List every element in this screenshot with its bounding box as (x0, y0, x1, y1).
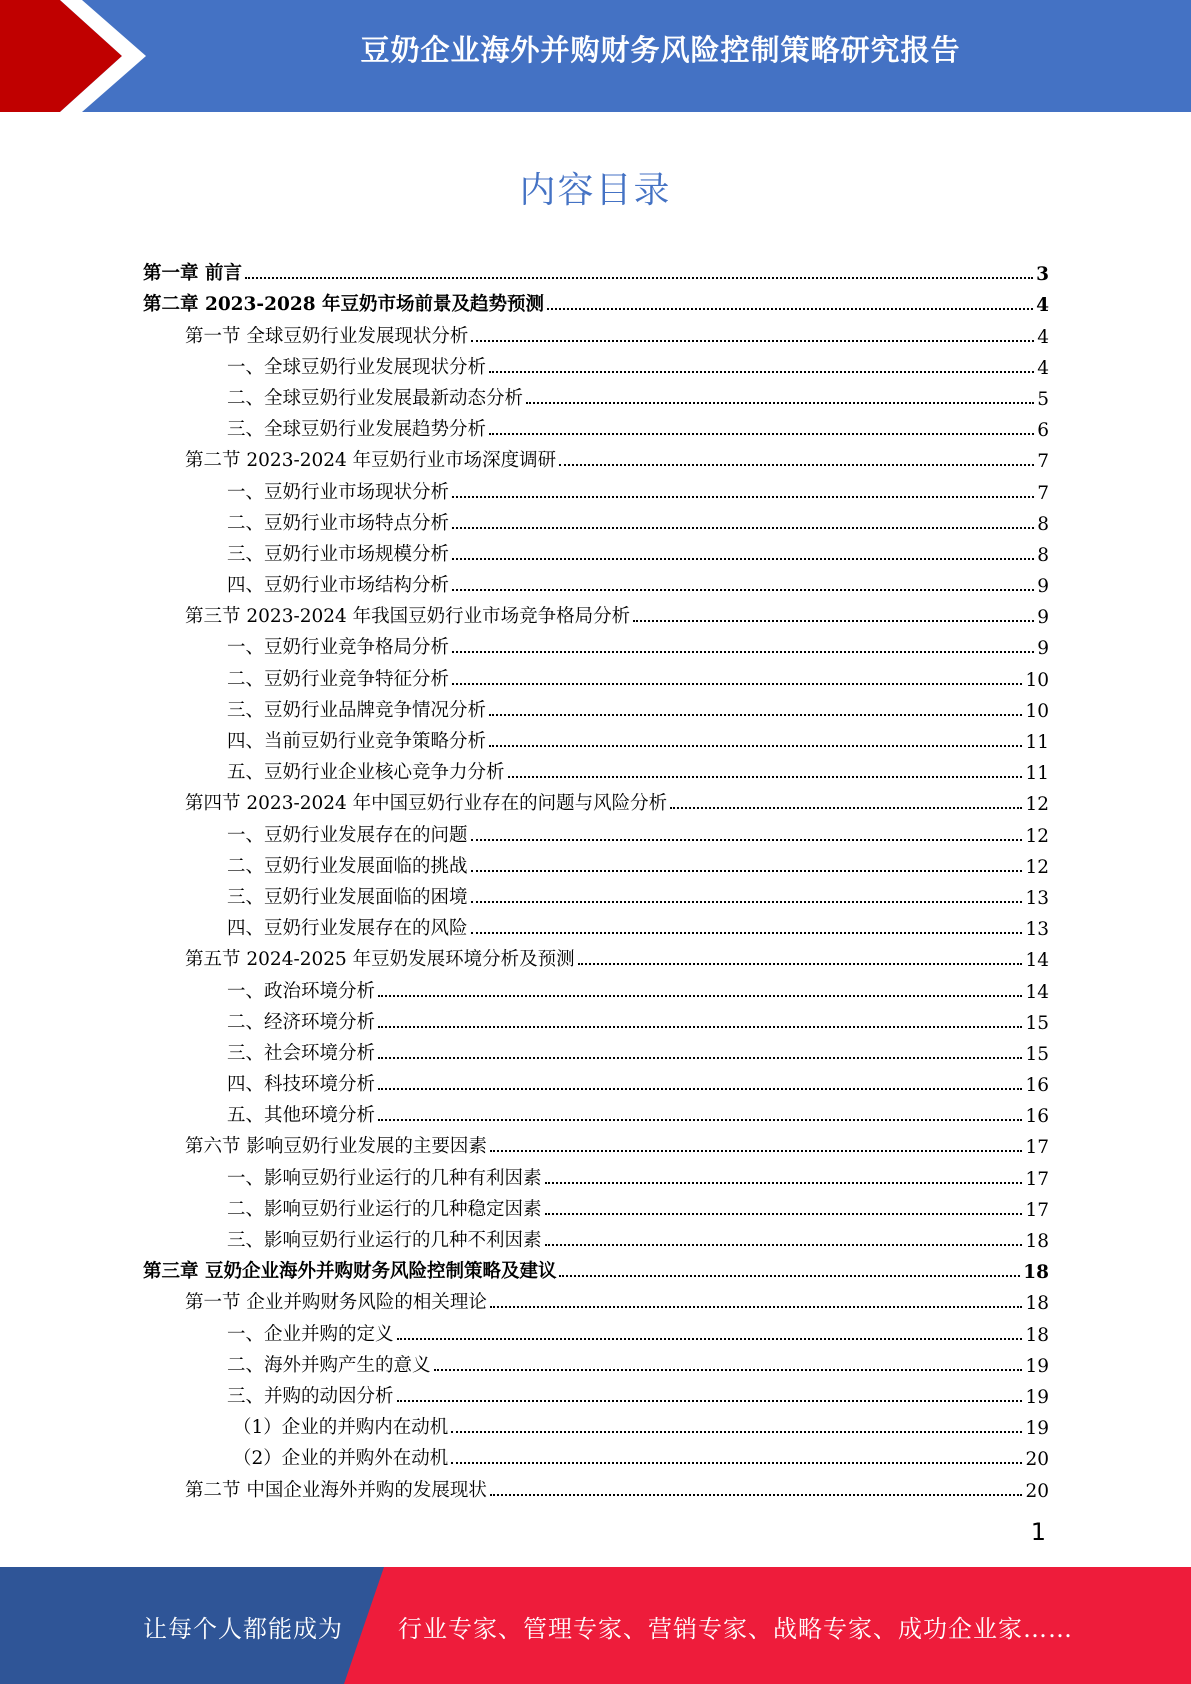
toc-entry[interactable] (143, 1283, 1049, 1314)
toc-entry-page: 18 (1023, 1262, 1049, 1284)
toc-entry[interactable] (143, 878, 1049, 909)
toc-entry-page: 4 (1037, 326, 1049, 348)
toc-entry[interactable] (143, 254, 1049, 285)
toc-entry-label: 第二章 2023-2028 年豆奶市场前景及趋势预测 (143, 294, 545, 316)
toc-entry-page: 14 (1025, 950, 1049, 972)
toc-entry-page: 19 (1025, 1386, 1049, 1408)
toc-entry-page: 4 (1037, 357, 1049, 379)
toc-entry-page: 10 (1025, 700, 1049, 722)
toc-dot-leader (578, 963, 1023, 965)
toc-entry-label: 第四节 2023-2024 年中国豆奶行业存在的问题与风险分析 (185, 793, 668, 815)
toc-entry-page: 14 (1025, 981, 1049, 1003)
toc-entry[interactable] (143, 1096, 1049, 1127)
toc-entry[interactable] (143, 1346, 1049, 1377)
toc-entry-label: 第一章 前言 (143, 263, 242, 285)
toc-entry-label: 三、豆奶行业市场规模分析 (227, 543, 450, 565)
toc-dot-leader (489, 745, 1022, 747)
toc-dot-leader (452, 558, 1034, 560)
toc-entry-label: 一、企业并购的定义 (227, 1323, 394, 1345)
toc-dot-leader (397, 1400, 1023, 1402)
toc-entry[interactable] (143, 566, 1049, 597)
toc-entry-page: 18 (1025, 1293, 1049, 1315)
toc-entry-label: （2）企业的并购外在动机 (233, 1448, 449, 1470)
toc-entry-page: 11 (1025, 732, 1049, 753)
toc-entry-page: 17 (1025, 1137, 1049, 1159)
toc-entry-page: 19 (1025, 1355, 1049, 1377)
toc-entry[interactable] (143, 1377, 1049, 1408)
toc-entry-page: 9 (1037, 638, 1049, 660)
toc-entry[interactable] (143, 348, 1049, 379)
toc-entry-label: 第六节 影响豆奶行业发展的主要因素 (185, 1136, 487, 1158)
toc-dot-leader (490, 1306, 1023, 1308)
header-banner (0, 0, 1191, 112)
toc-dot-leader (471, 870, 1023, 872)
toc-dot-leader (452, 651, 1034, 653)
toc-entry[interactable] (143, 441, 1049, 472)
toc-dot-leader (451, 1462, 1022, 1464)
toc-entry[interactable] (143, 1034, 1049, 1065)
toc-dot-leader (378, 1026, 1022, 1028)
toc-entry-page: 9 (1037, 607, 1049, 629)
toc-entry-label: 第一节 全球豆奶行业发展现状分析 (185, 325, 469, 347)
table-of-contents (143, 254, 1049, 1502)
toc-entry-page: 9 (1037, 576, 1049, 598)
toc-entry-page: 7 (1037, 451, 1049, 473)
toc-entry[interactable] (143, 909, 1049, 940)
footer-tagline: 行业专家、管理专家、营销专家、战略专家、成功企业家…… (398, 1615, 1073, 1643)
toc-dot-leader (378, 995, 1022, 997)
toc-dot-leader (471, 932, 1023, 934)
toc-entry-label: 二、豆奶行业竞争特征分析 (227, 668, 450, 690)
toc-entry-page: 20 (1025, 1449, 1049, 1471)
toc-dot-leader (489, 433, 1034, 435)
toc-entry[interactable] (143, 1127, 1049, 1158)
toc-entry[interactable] (143, 628, 1049, 659)
toc-dot-leader (471, 839, 1023, 841)
toc-entry-label: 三、影响豆奶行业运行的几种不利因素 (227, 1230, 542, 1251)
footer-banner (0, 1567, 1191, 1684)
toc-dot-leader (378, 1088, 1022, 1090)
toc-entry[interactable] (143, 410, 1049, 441)
toc-entry-label: 三、全球豆奶行业发展趋势分析 (227, 419, 487, 441)
toc-entry-page: 18 (1025, 1324, 1049, 1346)
toc-entry-label: 一、豆奶行业发展存在的问题 (227, 824, 468, 846)
toc-entry[interactable] (143, 504, 1049, 535)
toc-dot-leader (547, 308, 1033, 310)
toc-entry-page: 15 (1025, 1043, 1049, 1065)
toc-dot-leader (490, 1494, 1023, 1496)
toc-dot-leader (378, 1057, 1022, 1059)
toc-entry-page: 12 (1025, 825, 1049, 847)
report-title: 豆奶企业海外并购财务风险控制策略研究报告 (360, 33, 961, 67)
toc-dot-leader (245, 277, 1033, 279)
toc-entry[interactable] (143, 316, 1049, 347)
toc-entry[interactable] (143, 1221, 1049, 1252)
toc-entry[interactable] (143, 815, 1049, 846)
toc-dot-leader (452, 527, 1034, 529)
toc-dot-leader (378, 1119, 1022, 1121)
toc-entry-page: 8 (1037, 544, 1049, 566)
page-number: 1 (1030, 1518, 1046, 1546)
toc-entry[interactable] (143, 784, 1049, 815)
toc-entry-page: 20 (1025, 1480, 1049, 1502)
toc-entry[interactable] (143, 722, 1049, 753)
toc-entry-label: 三、豆奶行业品牌竞争情况分析 (227, 699, 487, 721)
toc-entry-label: 四、豆奶行业市场结构分析 (227, 575, 450, 597)
toc-entry-page: 15 (1025, 1012, 1049, 1034)
toc-entry[interactable] (143, 285, 1049, 316)
toc-entry-label: 二、海外并购产生的意义 (227, 1354, 431, 1376)
toc-entry-label: 一、影响豆奶行业运行的几种有利因素 (227, 1167, 542, 1189)
toc-entry-label: 五、其他环境分析 (227, 1105, 376, 1127)
toc-entry[interactable] (143, 659, 1049, 690)
footer-slogan: 让每个人都能成为 (143, 1615, 343, 1643)
toc-entry-label: 一、豆奶行业市场现状分析 (227, 481, 450, 503)
toc-entry-label: 三、社会环境分析 (227, 1042, 376, 1064)
toc-entry[interactable] (143, 1314, 1049, 1345)
toc-dot-leader (471, 340, 1034, 342)
toc-entry[interactable] (143, 379, 1049, 410)
toc-entry-page: 13 (1025, 887, 1049, 909)
toc-entry-page: 7 (1037, 482, 1049, 504)
toc-entry-page: 4 (1036, 295, 1049, 317)
toc-dot-leader (490, 1150, 1023, 1152)
toc-dot-leader (545, 1213, 1023, 1215)
toc-entry-label: 二、经济环境分析 (227, 1011, 376, 1033)
toc-entry-label: 四、科技环境分析 (227, 1074, 376, 1096)
toc-entry[interactable] (143, 971, 1049, 1002)
toc-dot-leader (670, 807, 1022, 809)
toc-entry-label: 二、豆奶行业发展面临的挑战 (227, 855, 468, 877)
toc-entry-label: 一、全球豆奶行业发展现状分析 (227, 356, 487, 378)
toc-dot-leader (452, 496, 1034, 498)
toc-dot-leader (545, 1182, 1023, 1184)
toc-entry-label: 一、豆奶行业竞争格局分析 (227, 637, 450, 659)
toc-entry-label: 四、当前豆奶行业竞争策略分析 (227, 731, 487, 752)
toc-entry-page: 19 (1025, 1418, 1049, 1440)
toc-dot-leader (508, 776, 1023, 778)
toc-entry-label: 五、豆奶行业企业核心竞争力分析 (227, 762, 505, 784)
toc-entry-page: 12 (1025, 794, 1049, 816)
toc-entry-page: 16 (1025, 1075, 1049, 1097)
toc-entry[interactable] (143, 1158, 1049, 1189)
toc-dot-leader (489, 371, 1034, 373)
toc-entry-page: 11 (1025, 763, 1049, 785)
toc-dot-leader (489, 714, 1022, 716)
toc-entry-label: 第三节 2023-2024 年我国豆奶行业市场竞争格局分析 (185, 606, 631, 628)
toc-entry[interactable] (143, 1003, 1049, 1034)
toc-entry[interactable] (143, 1408, 1049, 1439)
toc-entry[interactable] (143, 940, 1049, 971)
toc-entry[interactable] (143, 597, 1049, 628)
toc-entry[interactable] (143, 753, 1049, 784)
toc-entry-page: 13 (1025, 919, 1049, 941)
toc-entry-label: 第二节 中国企业海外并购的发展现状 (185, 1479, 487, 1501)
toc-entry-label: 四、豆奶行业发展存在的风险 (227, 918, 468, 940)
toc-entry-label: 第一节 企业并购财务风险的相关理论 (185, 1292, 487, 1314)
toc-entry-label: 三、并购的动因分析 (227, 1385, 394, 1407)
toc-entry-label: 一、政治环境分析 (227, 980, 376, 1002)
toc-entry-label: 三、豆奶行业发展面临的困境 (227, 886, 468, 908)
toc-dot-leader (559, 464, 1034, 466)
toc-dot-leader (559, 1275, 1020, 1277)
toc-entry-page: 6 (1037, 420, 1049, 442)
toc-entry-page: 5 (1037, 388, 1049, 410)
toc-entry[interactable] (143, 847, 1049, 878)
toc-entry[interactable] (143, 1190, 1049, 1221)
toc-entry[interactable] (143, 472, 1049, 503)
toc-entry-page: 12 (1025, 856, 1049, 878)
toc-entry-label: 第三章 豆奶企业海外并购财务风险控制策略及建议 (143, 1261, 557, 1283)
toc-entry-label: （1）企业的并购内在动机 (233, 1417, 449, 1439)
toc-entry-label: 二、豆奶行业市场特点分析 (227, 512, 450, 534)
toc-entry-page: 8 (1037, 513, 1049, 535)
toc-entry-page: 3 (1036, 264, 1049, 286)
toc-entry[interactable] (143, 1470, 1049, 1501)
toc-entry[interactable] (143, 691, 1049, 722)
toc-entry-page: 10 (1025, 669, 1049, 691)
toc-dot-leader (633, 620, 1034, 622)
toc-dot-leader (397, 1338, 1023, 1340)
toc-dot-leader (452, 589, 1034, 591)
toc-dot-leader (452, 683, 1022, 685)
toc-entry-page: 18 (1025, 1231, 1049, 1252)
toc-dot-leader (471, 901, 1023, 903)
toc-dot-leader (434, 1369, 1023, 1371)
toc-dot-leader (526, 402, 1034, 404)
toc-entry-label: 第五节 2024-2025 年豆奶发展环境分析及预测 (185, 949, 575, 971)
toc-entry[interactable] (143, 1065, 1049, 1096)
toc-entry-label: 二、影响豆奶行业运行的几种稳定因素 (227, 1198, 542, 1220)
toc-entry[interactable] (143, 1439, 1049, 1470)
toc-entry[interactable] (143, 1252, 1049, 1283)
toc-entry-label: 二、全球豆奶行业发展最新动态分析 (227, 387, 524, 409)
toc-dot-leader (451, 1431, 1022, 1433)
toc-dot-leader (545, 1244, 1023, 1246)
toc-entry-page: 17 (1025, 1199, 1049, 1221)
toc-entry-page: 17 (1025, 1168, 1049, 1190)
toc-heading: 内容目录 (519, 170, 672, 211)
toc-entry-label: 第二节 2023-2024 年豆奶行业市场深度调研 (185, 450, 557, 472)
toc-entry-page: 16 (1025, 1106, 1049, 1128)
toc-entry[interactable] (143, 535, 1049, 566)
